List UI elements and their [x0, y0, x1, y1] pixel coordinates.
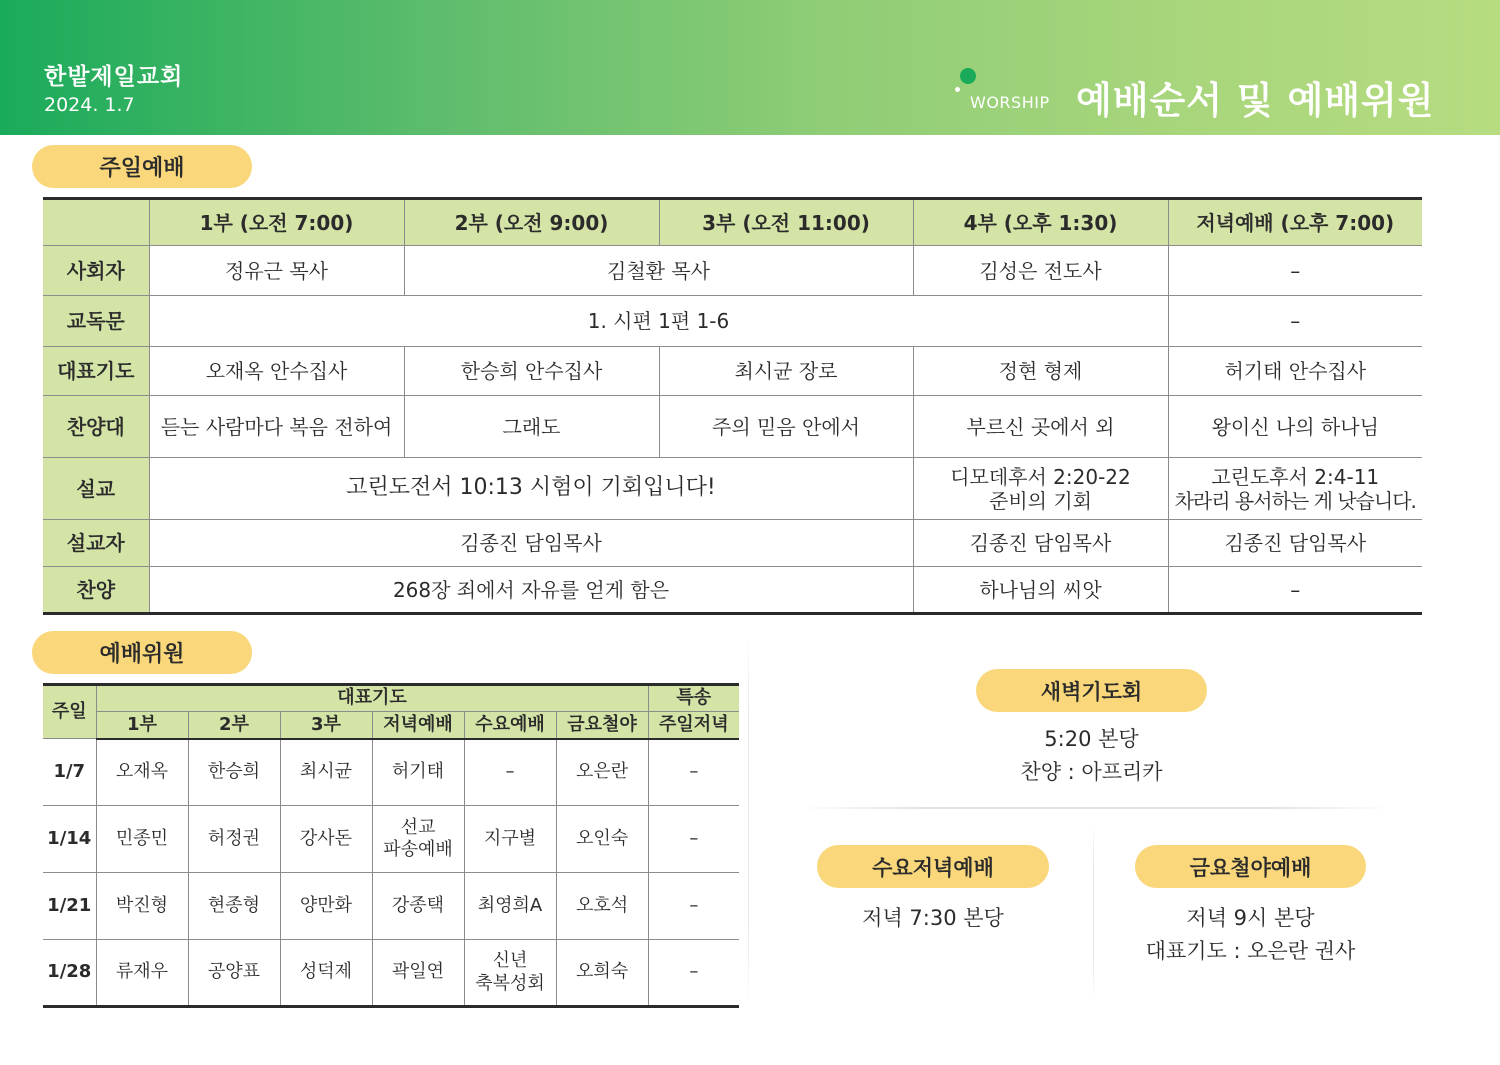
table-cell: 오은란 — [556, 739, 648, 806]
table-cell: 김철환 목사 — [404, 246, 913, 296]
table-cell: 지구별 — [464, 806, 556, 873]
wednesday-worship-label: 수요저녁예배 — [817, 845, 1049, 888]
dawn-prayer-info — [976, 723, 1207, 789]
date-cell: 1/7 — [43, 739, 96, 806]
sunday-worship-label: 주일예배 — [32, 145, 252, 188]
table-cell: 최영희A — [464, 873, 556, 940]
table-row — [43, 396, 1422, 458]
table-cell: 김성은 전도사 — [913, 246, 1168, 296]
table-cell: 민종민 — [96, 806, 188, 873]
table-row — [43, 940, 739, 1007]
column-header: 대표기도 — [96, 685, 648, 712]
table-cell: 신년 축복성회 — [464, 940, 556, 1007]
table-row — [43, 567, 1422, 614]
friday-worship-time: 저녁 9시 본당 — [1186, 906, 1315, 930]
column-header: 3부 — [280, 712, 372, 739]
table-cell: 정현 형제 — [913, 347, 1168, 396]
row-header: 사회자 — [43, 246, 149, 296]
table-row — [43, 296, 1422, 347]
section-label-en: WORSHIP — [970, 93, 1050, 112]
table-cell: 최시균 장로 — [659, 347, 913, 396]
row-header: 설교 — [43, 458, 149, 520]
table-cell: – — [648, 940, 739, 1007]
table-cell: 오재옥 — [96, 739, 188, 806]
table-cell: 허기태 — [372, 739, 464, 806]
table-cell: 왕이신 나의 하나님 — [1168, 396, 1422, 458]
table-cell: – — [648, 739, 739, 806]
column-header: 저녁예배 — [372, 712, 464, 739]
wednesday-worship-info — [817, 902, 1049, 935]
friday-worship-label: 금요철야예배 — [1135, 845, 1366, 888]
table-cell: 주의 믿음 안에서 — [659, 396, 913, 458]
friday-worship-prayer: 대표기도 : 오은란 권사 — [1145, 939, 1356, 963]
column-header: 2부 — [188, 712, 280, 739]
table-cell: 김종진 담임목사 — [149, 520, 913, 567]
section-title: 예배순서 및 예배위원 — [1076, 79, 1435, 122]
column-header: 3부 (오전 11:00) — [659, 199, 913, 246]
table-cell: 강종택 — [372, 873, 464, 940]
column-header: 수요예배 — [464, 712, 556, 739]
header-banner — [0, 0, 1500, 135]
date-cell: 1/28 — [43, 940, 96, 1007]
row-header: 찬양대 — [43, 396, 149, 458]
table-cell: 한승희 안수집사 — [404, 347, 659, 396]
dawn-prayer-label: 새벽기도회 — [976, 669, 1207, 712]
row-header: 찬양 — [43, 567, 149, 614]
table-cell: 허기태 안수집사 — [1168, 347, 1422, 396]
sermon-reference: 고린도후서 2:4-11 — [1211, 464, 1380, 489]
table-cell: 그래도 — [404, 396, 659, 458]
table-cell — [913, 458, 1168, 520]
table-cell: 1. 시편 1편 1-6 — [149, 296, 1168, 347]
column-header: 주일 — [43, 685, 96, 739]
committee-table — [43, 683, 739, 1008]
table-cell: 공양표 — [188, 940, 280, 1007]
table-cell: 김종진 담임목사 — [1168, 520, 1422, 567]
table-cell: 박진형 — [96, 873, 188, 940]
sunday-worship-table — [43, 197, 1422, 615]
church-name: 한밭제일교회 — [44, 64, 184, 90]
table-cell: 최시균 — [280, 739, 372, 806]
friday-worship-info — [1110, 902, 1391, 968]
vertical-divider — [1093, 822, 1094, 1002]
row-header: 설교자 — [43, 520, 149, 567]
table-cell: 성덕제 — [280, 940, 372, 1007]
table-cell: – — [1168, 246, 1422, 296]
sermon-title: 차라리 용서하는 게 낫습니다. — [1174, 488, 1416, 513]
table-cell: 오호석 — [556, 873, 648, 940]
table-cell — [1168, 458, 1422, 520]
table-cell: 곽일연 — [372, 940, 464, 1007]
table-row — [43, 458, 1422, 520]
table-cell: 강사돈 — [280, 806, 372, 873]
column-header: 저녁예배 (오후 7:00) — [1168, 199, 1422, 246]
sermon-reference: 디모데후서 2:20-22 — [950, 464, 1131, 489]
table-cell: 268장 죄에서 자유를 얻게 함은 — [149, 567, 913, 614]
column-header: 금요철야 — [556, 712, 648, 739]
table-row — [43, 873, 739, 940]
table-cell: 허정권 — [188, 806, 280, 873]
wednesday-worship-time: 저녁 7:30 본당 — [862, 906, 1004, 930]
corner-cell — [43, 199, 149, 246]
table-cell: – — [648, 873, 739, 940]
table-header-row — [43, 685, 739, 712]
column-header: 4부 (오후 1:30) — [913, 199, 1168, 246]
table-row — [43, 520, 1422, 567]
table-subheader-row — [43, 712, 739, 739]
date-cell: 1/21 — [43, 873, 96, 940]
table-cell: 오재옥 안수집사 — [149, 347, 404, 396]
row-header: 대표기도 — [43, 347, 149, 396]
table-cell: 부르신 곳에서 외 — [913, 396, 1168, 458]
bulletin-date: 2024. 1.7 — [44, 94, 135, 116]
table-row — [43, 739, 739, 806]
table-cell: – — [1168, 296, 1422, 347]
table-row — [43, 246, 1422, 296]
sermon-title: 준비의 기회 — [989, 488, 1092, 513]
table-cell: – — [464, 739, 556, 806]
column-header: 특송 — [648, 685, 739, 712]
table-row — [43, 806, 739, 873]
table-row — [43, 347, 1422, 396]
white-dot-icon — [955, 87, 960, 92]
committee-label: 예배위원 — [32, 631, 252, 674]
table-cell: – — [648, 806, 739, 873]
table-cell: 하나님의 씨앗 — [913, 567, 1168, 614]
table-cell: 고린도전서 10:13 시험이 기회입니다! — [149, 458, 913, 520]
column-header: 주일저녁 — [648, 712, 739, 739]
table-cell: 한승희 — [188, 739, 280, 806]
table-cell: 오인숙 — [556, 806, 648, 873]
dawn-prayer-hymn: 찬양 : 아프리카 — [1020, 760, 1163, 784]
table-cell: 정유근 목사 — [149, 246, 404, 296]
column-header: 1부 — [96, 712, 188, 739]
table-cell: 듣는 사람마다 복음 전하여 — [149, 396, 404, 458]
table-header-row — [43, 199, 1422, 246]
vertical-divider — [748, 630, 749, 1010]
table-cell: 양만화 — [280, 873, 372, 940]
column-header: 2부 (오전 9:00) — [404, 199, 659, 246]
column-header: 1부 (오전 7:00) — [149, 199, 404, 246]
date-cell: 1/14 — [43, 806, 96, 873]
table-cell: 오희숙 — [556, 940, 648, 1007]
green-dot-icon — [960, 68, 976, 84]
table-cell: – — [1168, 567, 1422, 614]
table-cell: 김종진 담임목사 — [913, 520, 1168, 567]
table-cell: 류재우 — [96, 940, 188, 1007]
table-cell: 선교 파송예배 — [372, 806, 464, 873]
dawn-prayer-time: 5:20 본당 — [1044, 727, 1139, 751]
table-cell: 현종형 — [188, 873, 280, 940]
row-header: 교독문 — [43, 296, 149, 347]
horizontal-divider — [800, 807, 1390, 809]
